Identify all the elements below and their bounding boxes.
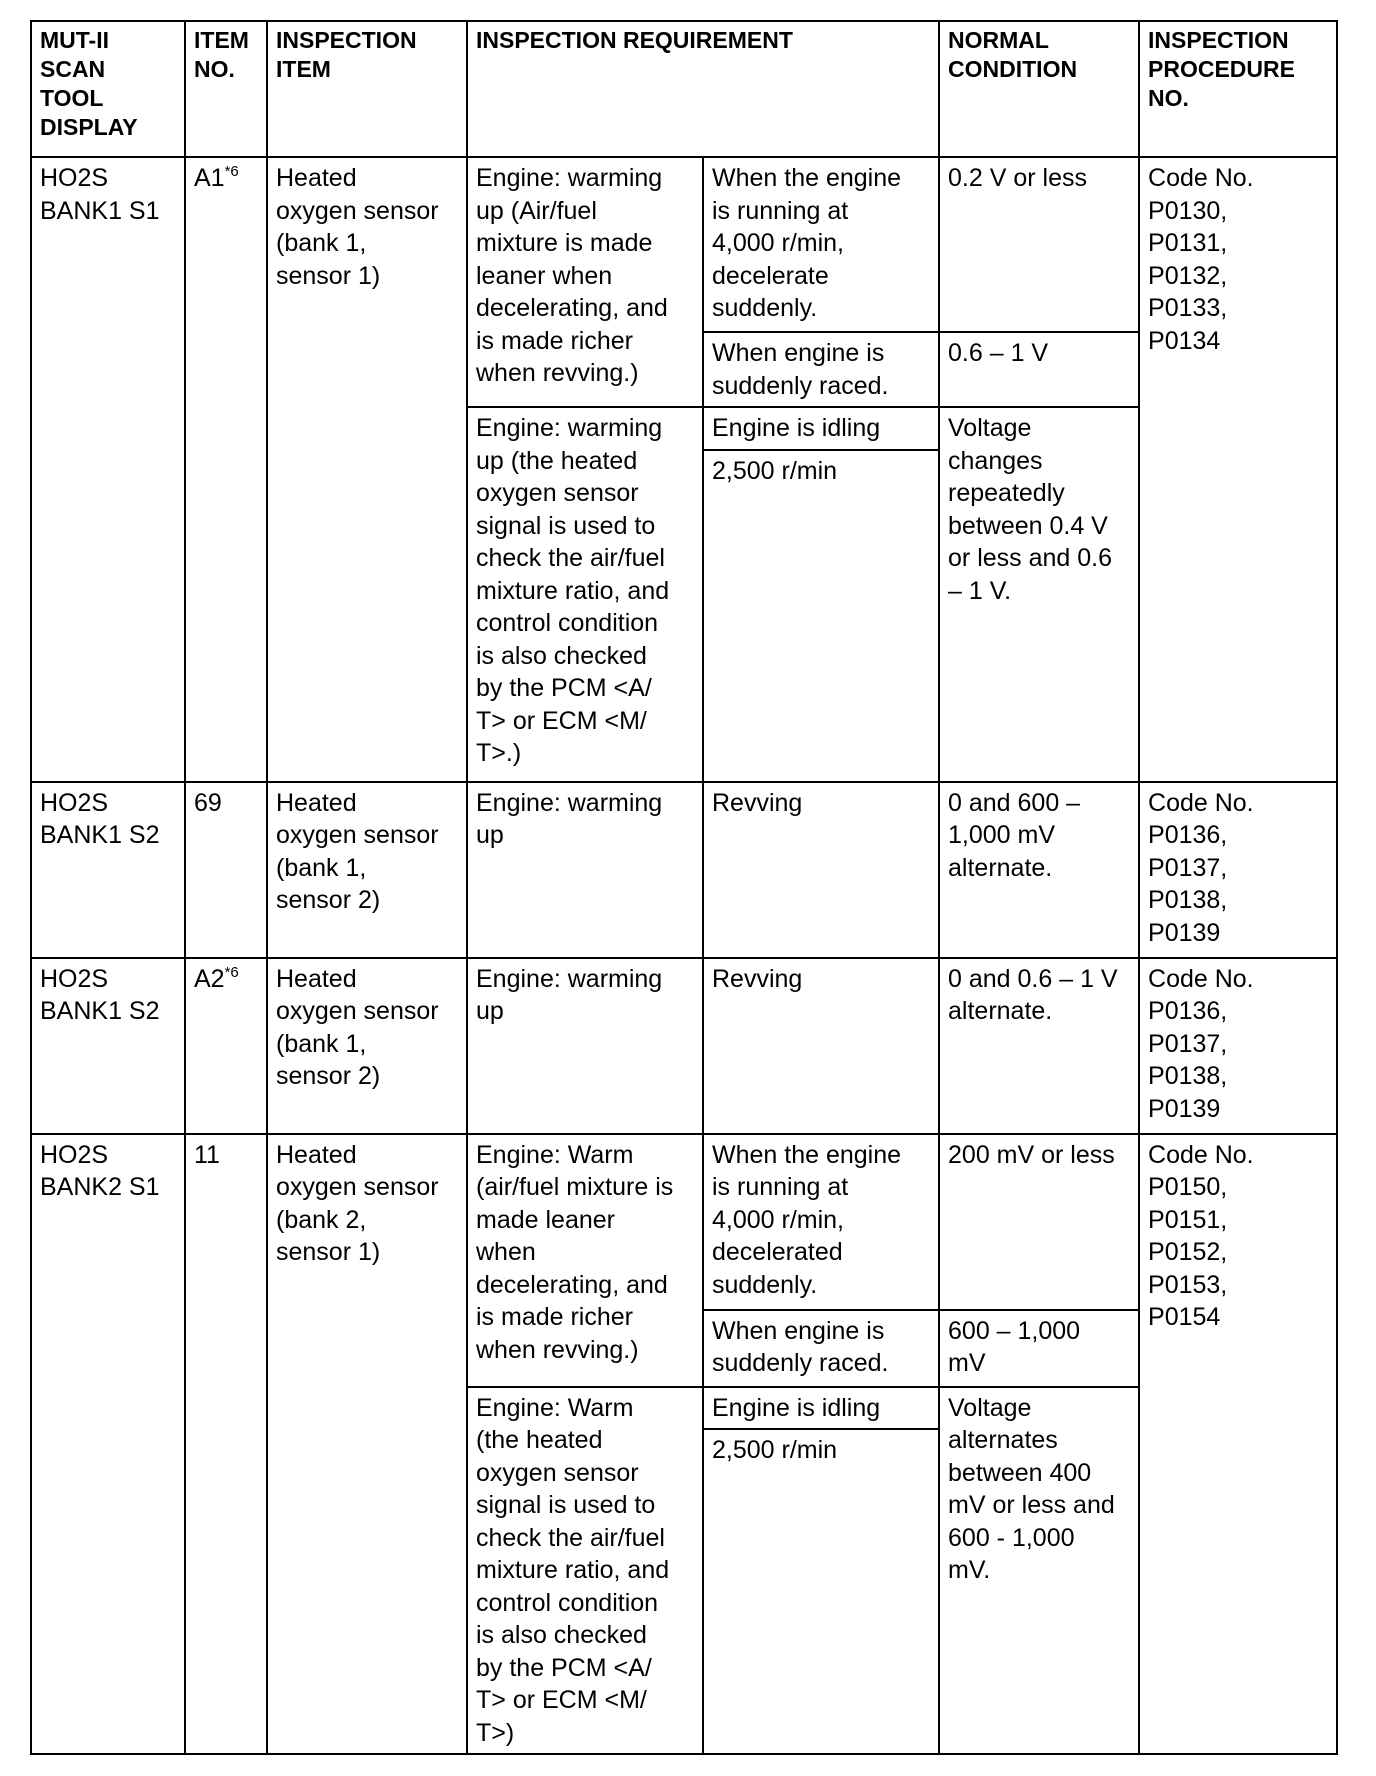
inspection-sheet	[30, 20, 1336, 1756]
table-row	[31, 958, 1337, 1134]
scan-tool-display-cell: HO2S BANK1 S1	[31, 157, 185, 782]
requirement-cell: Engine: Warm (the heated oxygen sensor signal is used to check the air/fuel mixture ratio, and control condition is also checked by the PCM <A/ T> or ECM <M/ T>)	[467, 1387, 703, 1755]
header-normal-condition: NORMAL CONDITION	[939, 21, 1139, 157]
condition-cell: 2,500 r/min	[703, 450, 939, 782]
normal-condition-cell: 200 mV or less	[939, 1134, 1139, 1310]
header-inspection-procedure-no: INSPECTION PROCEDURE NO.	[1139, 21, 1337, 157]
item-no-value: A1	[194, 164, 225, 192]
normal-condition-cell: 0 and 600 – 1,000 mV alternate.	[939, 782, 1139, 958]
normal-condition-cell: Voltage alternates between 400 mV or less and 600 - 1,000 mV.	[939, 1387, 1139, 1755]
normal-condition-cell: 600 – 1,000 mV	[939, 1310, 1139, 1387]
requirement-cell: Engine: warming up (the heated oxygen sensor signal is used to check the air/fuel mixture ratio, and control condition is also checked by the PCM <A/ T> or ECM <M/ T>.)	[467, 407, 703, 782]
condition-cell: Engine is idling	[703, 1387, 939, 1430]
header-item-no: ITEM NO.	[185, 21, 267, 157]
condition-cell: When engine is suddenly raced.	[703, 1310, 939, 1387]
condition-cell: When the engine is running at 4,000 r/min, decelerated suddenly.	[703, 1134, 939, 1310]
scan-tool-display-cell: HO2S BANK1 S2	[31, 958, 185, 1134]
condition-cell: Revving	[703, 782, 939, 958]
procedure-cell: Code No. P0136, P0137, P0138, P0139	[1139, 782, 1337, 958]
header-scan-tool-display: MUT-II SCAN TOOL DISPLAY	[31, 21, 185, 157]
inspection-table	[30, 20, 1338, 1755]
condition-cell: Revving	[703, 958, 939, 1134]
scan-tool-display-cell: HO2S BANK1 S2	[31, 782, 185, 958]
table-row	[31, 782, 1337, 958]
item-no-value: A2	[194, 964, 225, 993]
item-no-cell: 11	[185, 1134, 267, 1755]
condition-cell: 2,500 r/min	[703, 1429, 939, 1754]
procedure-cell: Code No. P0136, P0137, P0138, P0139	[1139, 958, 1337, 1134]
header-inspection-requirement: INSPECTION REQUIREMENT	[467, 21, 939, 157]
condition-cell: Engine is idling	[703, 407, 939, 450]
procedure-cell: Code No. P0130, P0131, P0132, P0133, P0134	[1139, 157, 1337, 782]
requirement-cell: Engine: warming up	[467, 782, 703, 958]
item-no-footnote: *6	[224, 963, 239, 981]
condition-cell: When engine is suddenly raced.	[703, 332, 939, 407]
item-no-footnote: *6	[224, 163, 239, 180]
normal-condition-cell: Voltage changes repeatedly between 0.4 V or less and 0.6 – 1 V.	[939, 407, 1139, 782]
requirement-cell: Engine: Warm (air/fuel mixture is made leaner when decelerating, and is made richer when revving.)	[467, 1134, 703, 1387]
requirement-cell: Engine: warming up (Air/fuel mixture is made leaner when decelerating, and is made richer when revving.)	[467, 157, 703, 407]
item-no-cell	[185, 157, 267, 782]
table-row	[31, 157, 1337, 332]
inspection-item-cell: Heated oxygen sensor (bank 1, sensor 2)	[267, 958, 467, 1134]
header-row	[31, 21, 1337, 157]
normal-condition-cell: 0.2 V or less	[939, 157, 1139, 332]
condition-cell: When the engine is running at 4,000 r/min, decelerate suddenly.	[703, 157, 939, 332]
table-row	[31, 1134, 1337, 1310]
requirement-cell: Engine: warming up	[467, 958, 703, 1134]
normal-condition-cell: 0 and 0.6 – 1 V alternate.	[939, 958, 1139, 1134]
normal-condition-cell: 0.6 – 1 V	[939, 332, 1139, 407]
inspection-item-cell: Heated oxygen sensor (bank 1, sensor 2)	[267, 782, 467, 958]
header-inspection-item: INSPECTION ITEM	[267, 21, 467, 157]
procedure-cell: Code No. P0150, P0151, P0152, P0153, P0154	[1139, 1134, 1337, 1755]
inspection-item-cell: Heated oxygen sensor (bank 2, sensor 1)	[267, 1134, 467, 1755]
item-no-cell	[185, 958, 267, 1134]
scan-tool-display-cell: HO2S BANK2 S1	[31, 1134, 185, 1755]
inspection-item-cell: Heated oxygen sensor (bank 1, sensor 1)	[267, 157, 467, 782]
item-no-cell: 69	[185, 782, 267, 958]
